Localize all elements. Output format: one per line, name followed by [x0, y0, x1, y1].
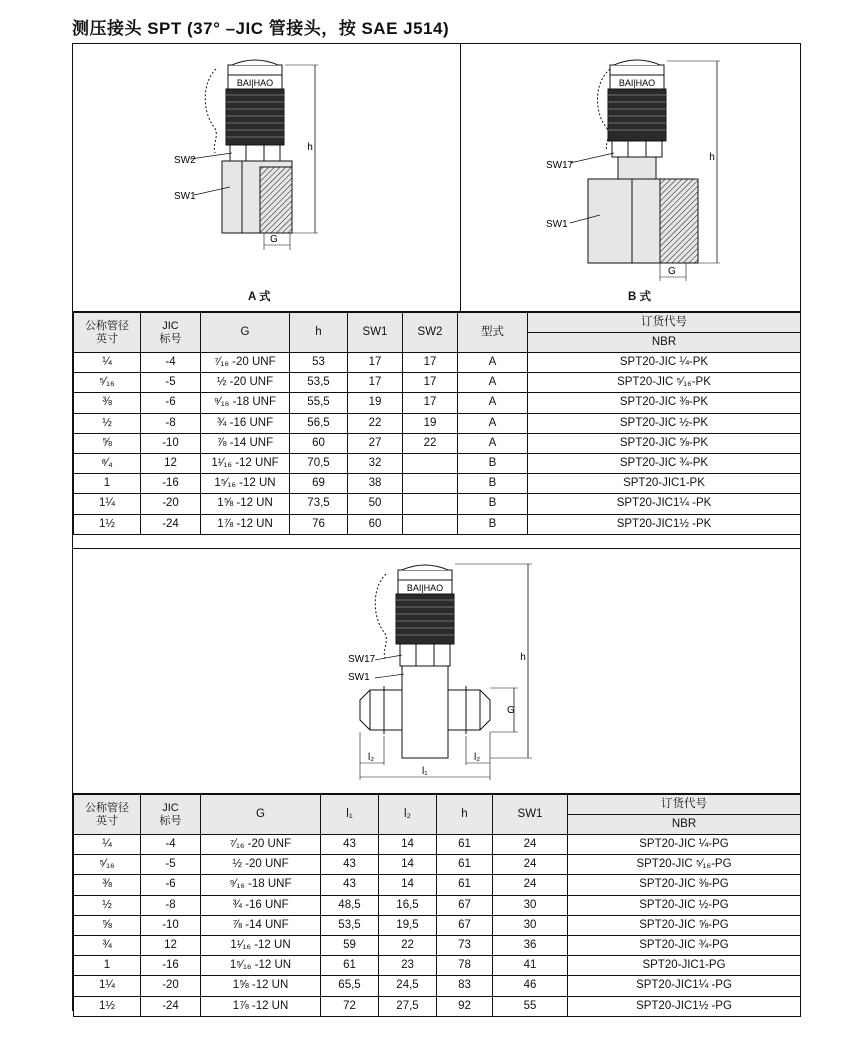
section-hatch: [260, 167, 292, 233]
label-l2-right: l₂: [474, 752, 481, 763]
header-l1: l₁: [321, 795, 379, 835]
cell-size: 1: [74, 956, 141, 976]
cell-g: ½ -20 UNF: [201, 855, 321, 875]
cell-size: 1: [74, 474, 141, 494]
cell-sw1: 30: [493, 915, 568, 935]
cell-g: 1⅞ -12 UN: [201, 996, 321, 1016]
header-order-code: 订货代号: [568, 795, 801, 815]
cell-size: ¼: [74, 835, 141, 855]
cell-code: SPT20-JIC ¼-PK: [528, 353, 801, 373]
cell-jic: -10: [141, 433, 201, 453]
frame-top-border: [72, 43, 801, 44]
cell-g: 1⅞ -12 UN: [201, 514, 290, 534]
cell-type: B: [458, 494, 528, 514]
cell-h: 73,5: [290, 494, 348, 514]
table-row: [74, 895, 801, 915]
dust-cap-chain: [375, 574, 386, 658]
header-jic: JIC 标号: [141, 795, 201, 835]
knurled-nut: [608, 89, 666, 141]
cap-dome: [402, 565, 448, 570]
figure-a-drawing: [160, 55, 360, 255]
cell-h: 92: [437, 996, 493, 1016]
cell-sw2: 17: [403, 393, 458, 413]
cell-jic: -20: [141, 494, 201, 514]
cell-sw1: 27: [348, 433, 403, 453]
label-sw1: SW1: [546, 219, 568, 230]
label-sw17: SW17: [546, 160, 574, 171]
cell-size: ¾: [74, 935, 141, 955]
section-hatch: [660, 179, 698, 263]
cell-h: 67: [437, 915, 493, 935]
cell-sw1: 50: [348, 494, 403, 514]
cell-sw2: [403, 494, 458, 514]
knurled-nut: [396, 594, 454, 644]
table-row: [74, 875, 801, 895]
cell-size: 1¼: [74, 494, 141, 514]
cell-g: ¾ -16 UNF: [201, 413, 290, 433]
cell-code: SPT20-JIC ¼-PG: [568, 835, 801, 855]
cell-sw2: [403, 514, 458, 534]
page-title: 测压接头 SPT (37° –JIC 管接头，按 SAE J514): [72, 19, 450, 38]
cell-l1: 43: [321, 855, 379, 875]
cell-code: SPT20-JIC1½ -PG: [568, 996, 801, 1016]
dimension-h: h: [307, 142, 313, 153]
header-size: 公称管径 英寸: [74, 795, 141, 835]
cap-dome: [232, 60, 278, 65]
cell-l2: 14: [379, 855, 437, 875]
header-jic: JIC 标号: [141, 313, 201, 353]
cell-type: A: [458, 353, 528, 373]
cell-h: 61: [437, 835, 493, 855]
cell-code: SPT20-JIC ⅝-PG: [568, 915, 801, 935]
table-row: [74, 373, 801, 393]
cell-l2: 27,5: [379, 996, 437, 1016]
table-row: [74, 835, 801, 855]
cell-g: 1⁵⁄₁₆ -12 UN: [201, 474, 290, 494]
cell-l2: 14: [379, 835, 437, 855]
cell-h: 83: [437, 976, 493, 996]
cell-l1: 53,5: [321, 915, 379, 935]
cell-g: ⁹⁄₁₆ -18 UNF: [201, 875, 321, 895]
cell-h: 70,5: [290, 453, 348, 473]
cell-l2: 19,5: [379, 915, 437, 935]
header-l2: l₂: [379, 795, 437, 835]
cell-size: 1¼: [74, 976, 141, 996]
cell-sw1: 41: [493, 956, 568, 976]
cell-l1: 43: [321, 875, 379, 895]
cell-g: ⁷⁄₁₆ -20 UNF: [201, 353, 290, 373]
table-row: [74, 494, 801, 514]
header-size: 公称管径 英寸: [74, 313, 141, 353]
cell-l1: 43: [321, 835, 379, 855]
cell-sw1: 17: [348, 353, 403, 373]
cell-size: 1½: [74, 996, 141, 1016]
table-row: [74, 855, 801, 875]
cell-code: SPT20-JIC1¼ -PK: [528, 494, 801, 514]
cell-jic: -4: [141, 353, 201, 373]
cell-sw1: 60: [348, 514, 403, 534]
cell-h: 67: [437, 895, 493, 915]
cell-sw1: 24: [493, 835, 568, 855]
table-row: [74, 996, 801, 1016]
cell-size: ⅜: [74, 875, 141, 895]
cell-jic: -8: [141, 413, 201, 433]
table-row: [74, 935, 801, 955]
cell-l1: 72: [321, 996, 379, 1016]
cell-jic: 12: [141, 935, 201, 955]
cell-l1: 48,5: [321, 895, 379, 915]
label-sw17: SW17: [348, 654, 376, 665]
cell-jic: -16: [141, 474, 201, 494]
cell-code: SPT20-JIC ½-PK: [528, 413, 801, 433]
cell-jic: -16: [141, 956, 201, 976]
left-flare-arm: [360, 690, 402, 730]
label-sw1: SW1: [348, 672, 370, 683]
cell-jic: -8: [141, 895, 201, 915]
cell-code: SPT20-JIC ⅝-PK: [528, 433, 801, 453]
figure-b-caption: B 式: [628, 291, 651, 303]
cell-l2: 22: [379, 935, 437, 955]
cell-size: ⅜: [74, 393, 141, 413]
hex-sw17: [612, 141, 662, 157]
cell-h: 69: [290, 474, 348, 494]
cell-size: ⅝: [74, 915, 141, 935]
cell-sw1: 24: [493, 855, 568, 875]
cell-sw2: 17: [403, 373, 458, 393]
cell-sw1: 22: [348, 413, 403, 433]
cell-h: 60: [290, 433, 348, 453]
cell-h: 61: [437, 855, 493, 875]
cell-sw1: 17: [348, 373, 403, 393]
cell-sw2: 17: [403, 353, 458, 373]
cell-sw1: 19: [348, 393, 403, 413]
tee-body: [402, 666, 448, 758]
cell-g: ⅞ -14 UNF: [201, 433, 290, 453]
spec-table-pk-body: [74, 353, 801, 535]
cell-l2: 16,5: [379, 895, 437, 915]
cell-l2: 24,5: [379, 976, 437, 996]
cap-top: [398, 570, 452, 580]
hex-sw2: [230, 145, 280, 161]
cell-jic: -24: [141, 996, 201, 1016]
hex-sw17: [400, 644, 450, 666]
cell-g: ⅞ -14 UNF: [201, 915, 321, 935]
cell-sw2: [403, 474, 458, 494]
cell-g: 1¹⁄₁₆ -12 UNF: [201, 453, 290, 473]
label-sw1: SW1: [174, 191, 196, 202]
spec-table-pg: [73, 794, 801, 1017]
cell-sw1: 55: [493, 996, 568, 1016]
cell-sw1: 30: [493, 895, 568, 915]
cell-type: B: [458, 474, 528, 494]
cell-type: A: [458, 413, 528, 433]
table-row: [74, 976, 801, 996]
cell-size: ½: [74, 895, 141, 915]
header-nbr: NBR: [528, 333, 801, 353]
cell-g: 1⅝ -12 UN: [201, 976, 321, 996]
table-row: [74, 915, 801, 935]
cell-g: ¾ -16 UNF: [201, 895, 321, 915]
cell-code: SPT20-JIC1-PK: [528, 474, 801, 494]
cell-sw1: 46: [493, 976, 568, 996]
cell-jic: -5: [141, 855, 201, 875]
label-sw2: SW2: [174, 155, 196, 166]
cell-size: ⁸⁄₄: [74, 453, 141, 473]
cell-sw2: 19: [403, 413, 458, 433]
cell-jic: 12: [141, 453, 201, 473]
cell-jic: -10: [141, 915, 201, 935]
cell-h: 56,5: [290, 413, 348, 433]
cap-dome: [614, 60, 660, 65]
table-row: [74, 433, 801, 453]
cell-type: A: [458, 393, 528, 413]
figure-b-drawing: [540, 55, 740, 285]
cell-size: ⁵⁄₁₆: [74, 373, 141, 393]
cell-type: A: [458, 373, 528, 393]
brand-label: BAI|HAO: [618, 78, 656, 88]
cell-sw1: 32: [348, 453, 403, 473]
header-nbr: NBR: [568, 815, 801, 835]
table-row: [74, 353, 801, 373]
cap-top: [228, 65, 282, 75]
cell-l1: 59: [321, 935, 379, 955]
cell-code: SPT20-JIC1-PG: [568, 956, 801, 976]
cell-type: B: [458, 514, 528, 534]
spec-table-pk: [73, 312, 801, 535]
cell-size: ¼: [74, 353, 141, 373]
figure-divider: [460, 43, 461, 311]
cell-size: ⅝: [74, 433, 141, 453]
cell-g: 1¹⁄₁₆ -12 UN: [201, 935, 321, 955]
cell-size: ⁵⁄₁₆: [74, 855, 141, 875]
cell-l2: 23: [379, 956, 437, 976]
table-row: [74, 514, 801, 534]
cell-code: SPT20-JIC ⁵⁄₁₆-PG: [568, 855, 801, 875]
cell-jic: -5: [141, 373, 201, 393]
header-sw1: SW1: [493, 795, 568, 835]
brand-label: BAI|HAO: [236, 78, 274, 88]
header-h: h: [437, 795, 493, 835]
cell-size: 1½: [74, 514, 141, 534]
table-row: [74, 413, 801, 433]
cell-sw1: 38: [348, 474, 403, 494]
figure-a-caption: A 式: [248, 291, 271, 303]
cell-jic: -4: [141, 835, 201, 855]
cell-jic: -6: [141, 875, 201, 895]
cell-l2: 14: [379, 875, 437, 895]
cell-code: SPT20-JIC ⁵⁄₁₆-PK: [528, 373, 801, 393]
cell-h: 55,5: [290, 393, 348, 413]
dimension-h: h: [520, 652, 526, 663]
cell-jic: -6: [141, 393, 201, 413]
label-g: G: [270, 234, 278, 245]
spec-table-pg-body: [74, 835, 801, 1017]
figure-c-drawing: [340, 560, 550, 785]
cell-h: 61: [437, 875, 493, 895]
label-g: G: [507, 705, 515, 716]
cell-h: 53: [290, 353, 348, 373]
header-g: G: [201, 313, 290, 353]
header-type: 型式: [458, 313, 528, 353]
cell-g: ½ -20 UNF: [201, 373, 290, 393]
cell-code: SPT20-JIC1½ -PK: [528, 514, 801, 534]
header-g: G: [201, 795, 321, 835]
cell-jic: -24: [141, 514, 201, 534]
cell-sw1: 24: [493, 875, 568, 895]
right-flare-arm: [448, 690, 490, 730]
table-row: [74, 393, 801, 413]
cell-code: SPT20-JIC ¾-PK: [528, 453, 801, 473]
cell-code: SPT20-JIC ½-PG: [568, 895, 801, 915]
label-l2-left: l₂: [368, 752, 375, 763]
label-g: G: [668, 266, 676, 277]
cell-sw2: 22: [403, 433, 458, 453]
cell-h: 73: [437, 935, 493, 955]
cell-g: ⁷⁄₁₆ -20 UNF: [201, 835, 321, 855]
cell-h: 76: [290, 514, 348, 534]
header-sw1: SW1: [348, 313, 403, 353]
section-divider: [72, 548, 801, 549]
table-row: [74, 956, 801, 976]
cell-l1: 61: [321, 956, 379, 976]
table-row: [74, 453, 801, 473]
header-order-code: 订货代号: [528, 313, 801, 333]
table-row: [74, 474, 801, 494]
cell-g: 1⁵⁄₁₆ -12 UN: [201, 956, 321, 976]
cap-top: [610, 65, 664, 75]
label-l1: l₁: [422, 766, 428, 777]
cell-size: ½: [74, 413, 141, 433]
cell-code: SPT20-JIC ¾-PG: [568, 935, 801, 955]
cell-l1: 65,5: [321, 976, 379, 996]
cell-type: B: [458, 453, 528, 473]
cell-h: 53,5: [290, 373, 348, 393]
dust-cap-chain: [205, 69, 216, 153]
cell-sw2: [403, 453, 458, 473]
cell-g: 1⅝ -12 UN: [201, 494, 290, 514]
dimension-h: h: [709, 152, 715, 163]
header-h: h: [290, 313, 348, 353]
cell-g: ⁹⁄₁₆ -18 UNF: [201, 393, 290, 413]
cell-sw1: 36: [493, 935, 568, 955]
cell-code: SPT20-JIC ⅜-PG: [568, 875, 801, 895]
cell-h: 78: [437, 956, 493, 976]
cell-type: A: [458, 433, 528, 453]
cell-code: SPT20-JIC ⅜-PK: [528, 393, 801, 413]
brand-label: BAI|HAO: [406, 583, 444, 593]
cell-jic: -20: [141, 976, 201, 996]
header-sw2: SW2: [403, 313, 458, 353]
cell-code: SPT20-JIC1¼ -PG: [568, 976, 801, 996]
